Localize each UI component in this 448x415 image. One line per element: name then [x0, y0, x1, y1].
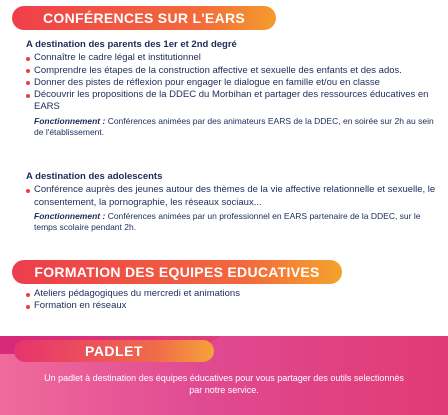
- conferences-title: CONFÉRENCES SUR L'EARS: [42, 10, 246, 26]
- parents-heading: A destination des parents des 1er et 2nd degré: [26, 39, 237, 50]
- list-item: Ateliers pédagogiques du mercredi et animations: [26, 288, 442, 300]
- list-item: Conférence auprès des jeunes autour des thèmes de la vie affective relationnelle et sexuelle, le consentement, la pornographie, les réseaux sociaux...: [26, 184, 442, 209]
- parents-list: [26, 52, 442, 113]
- bullet-icon: [26, 69, 30, 73]
- ados-list: [26, 184, 442, 209]
- ados-section: [26, 171, 442, 234]
- formation-list: [26, 288, 442, 313]
- ados-fonctionnement: [34, 211, 442, 234]
- fonctionnement-text: Conférences animées par des animateurs EARS de la DDEC, en soirée sur 2h au sein de l'établissement.: [34, 115, 434, 138]
- fonctionnement-label: Fonctionnement :: [34, 210, 106, 221]
- bullet-icon: [26, 293, 30, 297]
- bullet-icon: [26, 94, 30, 98]
- padlet-description: Un padlet à destination des équipes éducatives pour vous partager des outils selectionnés par notre service.: [44, 373, 404, 395]
- bullet-icon: [26, 189, 30, 193]
- conferences-banner: [12, 6, 276, 30]
- formation-section: [26, 288, 442, 313]
- fonctionnement-text: Conférences animées par un professionnel en EARS partenaire de la DDEC, sur le temps scolaire pendant 2h.: [34, 210, 421, 233]
- list-item: Donner des pistes de réflexion pour engager le dialogue en famille et/ou en classe: [26, 77, 442, 89]
- fonctionnement-label: Fonctionnement :: [34, 115, 106, 126]
- list-item: Découvrir les propositions de la DDEC du Morbihan et partager des ressources éducatives en EARS: [26, 89, 442, 114]
- parents-section: [26, 39, 442, 139]
- bullet-icon: [26, 57, 30, 61]
- ados-heading: A destination des adolescents: [26, 171, 163, 182]
- parents-fonctionnement: [34, 116, 442, 139]
- list-item: Comprendre les étapes de la construction affective et sexuelle des enfants et des ados.: [26, 65, 442, 77]
- bullet-icon: [26, 81, 30, 85]
- padlet-banner: [14, 340, 214, 362]
- formation-title: FORMATION DES EQUIPES EDUCATIVES: [34, 264, 320, 280]
- bullet-icon: [26, 305, 30, 309]
- formation-banner: [12, 260, 342, 284]
- list-item: Formation en réseaux: [26, 300, 442, 312]
- list-item: Connaître le cadre légal et institutionnel: [26, 52, 442, 64]
- padlet-title: PADLET: [85, 343, 143, 359]
